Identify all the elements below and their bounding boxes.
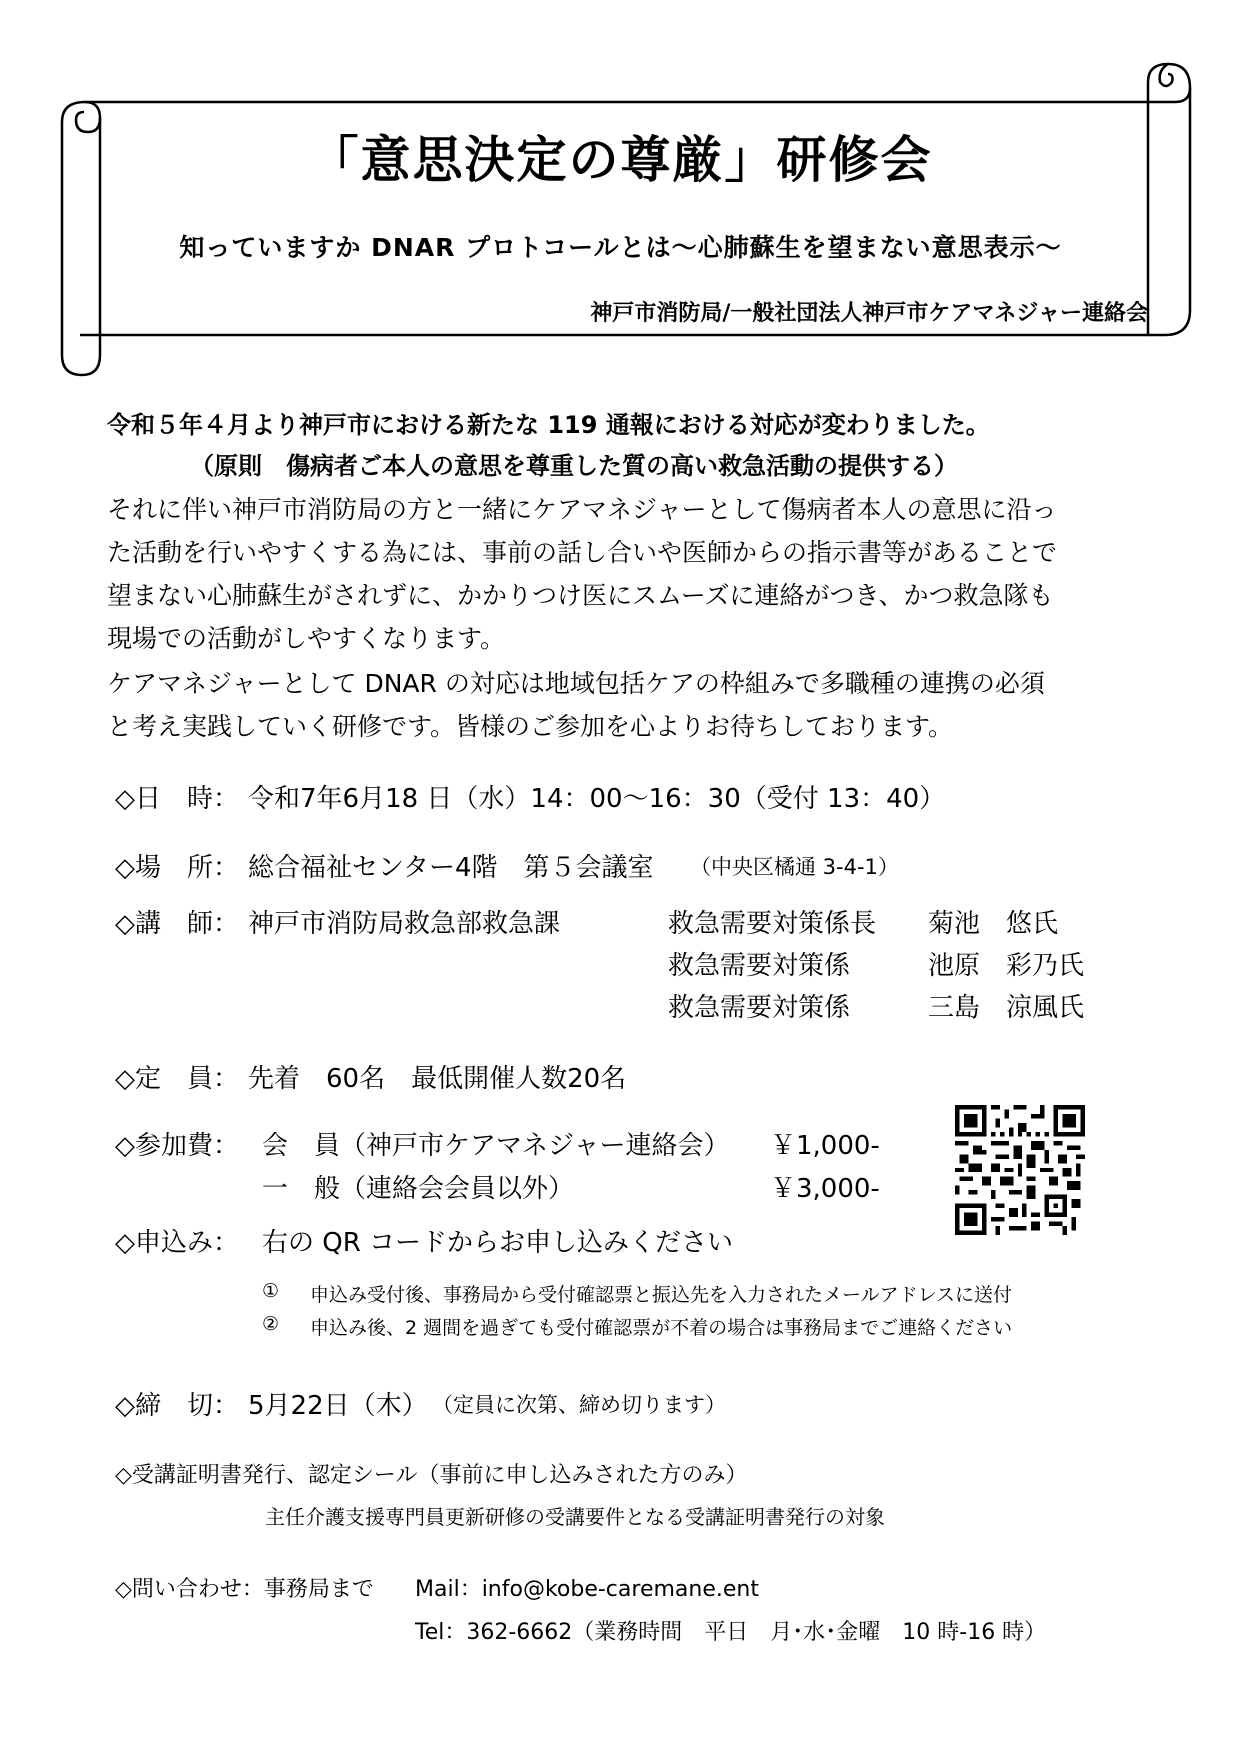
capacity-label: ◇定 員： [115,1064,239,1094]
lecturer-role: 救急需要対策係 [668,993,851,1023]
lecturer-department: 神戸市消防局救急部救急課 [248,909,561,939]
lecturer-role: 救急需要対策係 [668,951,851,981]
intro-line: た活動を行いやすくする為には、事前の話し合いや医師からの指示書等があることで [107,538,1058,567]
lecturer-name: 三島 涼風氏 [928,993,1085,1023]
apply-note-mark: ② [262,1313,280,1335]
intro-line: 現場での活動がしやすくなります。 [107,624,506,653]
datetime-label: ◇日 時： [115,784,239,814]
intro-line: それに伴い神戸市消防局の方と一緒にケアマネジャーとして傷病者本人の意思に沿っ [107,495,1057,524]
apply-label: ◇申込み： [115,1228,239,1258]
apply-note-mark: ① [262,1280,280,1302]
venue-address: （中央区橘通 3-4-1） [690,855,899,879]
contact-tel: Tel：362-6662（業務時間 平日 月･水･金曜 10 時-16 時） [415,1620,1047,1645]
intro-line: ケアマネジャーとして DNAR の対応は地域包括ケアの枠組みで多職種の連携の必須 [107,669,1045,698]
lecturer-name: 菊池 悠氏 [928,909,1059,939]
lecturer-label: ◇講 師： [115,909,239,939]
fee-type-general: 一 般（連絡会会員以外） [262,1174,575,1204]
page-title: 「意思決定の尊厳」研修会 [308,131,933,189]
lecturer-name: 池原 彩乃氏 [928,951,1085,981]
fee-type-member: 会 員（神戸市ケアマネジャー連絡会） [262,1131,730,1161]
capacity-value: 先着 60名 最低開催人数20名 [248,1064,627,1094]
organizers: 神戸市消防局/一般社団法人神戸市ケアマネジャー連絡会 [590,301,1148,326]
intro-principle: （原則 傷病者ご本人の意思を尊重した質の高い救急活動の提供する） [190,452,958,480]
deadline-label: ◇締 切： [115,1391,239,1421]
certificate-title: ◇受講証明書発行、認定シール（事前に申し込みされた方のみ） [115,1463,748,1488]
apply-value: 右の QR コードからお申し込みください [262,1228,734,1258]
venue-value: 総合福祉センター4階 第５会議室 [248,853,654,883]
fee-price-member: ￥1,000- [770,1131,880,1161]
intro-lead: 令和５年４月より神戸市における新たな 119 通報における対応が変わりました。 [107,411,990,439]
contact-mail[interactable]: Mail：info@kobe-caremane.ent [415,1577,759,1602]
venue-label: ◇場 所： [115,853,239,883]
fee-price-general: ￥3,000- [770,1174,880,1204]
deadline-note: （定員に次第、締め切ります） [432,1393,726,1417]
apply-note: 申込み後、2 週間を過ぎても受付確認票が不着の場合は事務局までご連絡ください [310,1317,1013,1339]
certificate-note: 主任介護支援専門員更新研修の受講要件となる受講証明書発行の対象 [265,1505,885,1529]
fee-label: ◇参加費： [115,1131,239,1161]
page-subtitle: 知っていますか DNAR プロトコールとは～心肺蘇生を望まない意思表示～ [179,233,1062,262]
scroll-banner-frame [0,0,1241,400]
intro-line: 望まない心肺蘇生がされずに、かかりつけ医にスムーズに連絡がつき、かつ救急隊も [107,581,1054,610]
contact-label: ◇問い合わせ：事務局まで [115,1577,374,1602]
deadline-value: 5月22日（木） [248,1391,428,1421]
intro-line: と考え実践していく研修です。皆様のご参加を心よりお待ちしております。 [107,712,954,741]
datetime-value: 令和7年6月18 日（水）14：00～16：30（受付 13：40） [248,784,946,814]
qr-code-icon[interactable] [955,1105,1085,1235]
apply-note: 申込み受付後、事務局から受付確認票と振込先を入力されたメールアドレスに送付 [310,1284,1013,1306]
lecturer-role: 救急需要対策係長 [668,909,877,939]
